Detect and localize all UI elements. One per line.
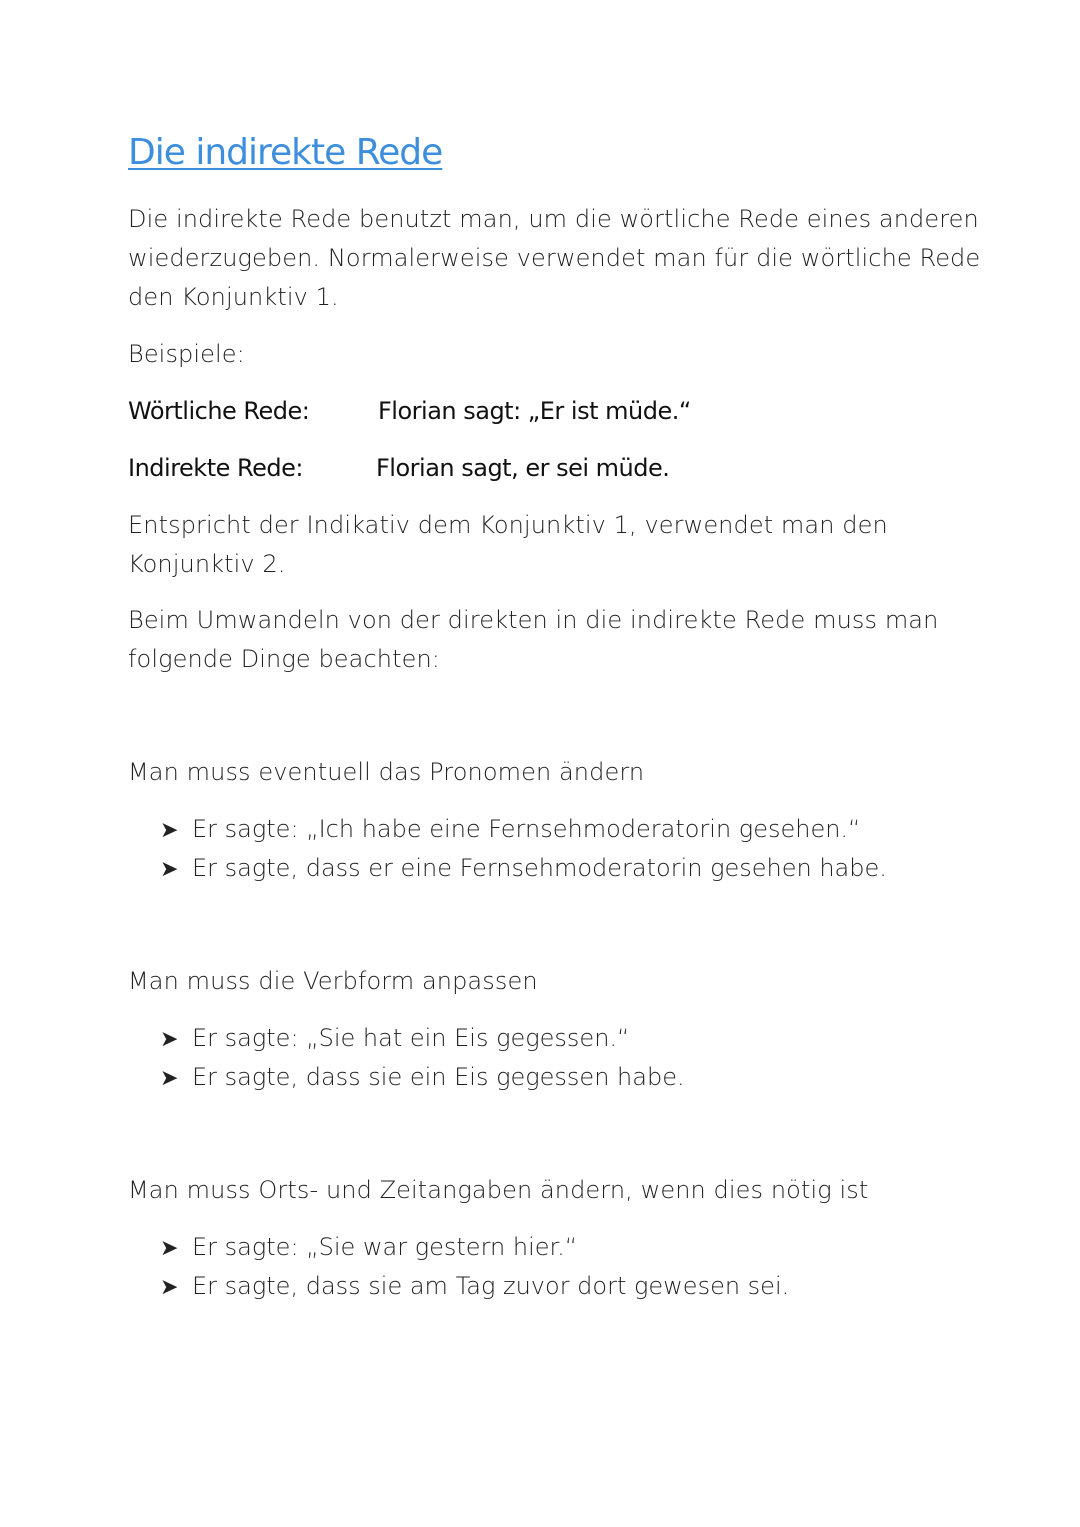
konjunktiv2-line-1: Entspricht der Indikativ dem Konjunktiv 1, verwendet man den: [128, 511, 888, 539]
example-text-indirect: Florian sagt, er sei müde.: [376, 454, 670, 482]
list-item-text: Er sagte: „Ich habe eine Fernsehmoderatorin gesehen.“: [192, 815, 861, 843]
list-item: [160, 1019, 629, 1059]
arrowhead-bullet-icon: ➤: [160, 1236, 179, 1261]
intro-line-3: den Konjunktiv 1.: [128, 283, 339, 311]
page-title: Die indirekte Rede: [128, 132, 443, 173]
intro-line-2: wiederzugeben. Normalerweise verwendet man für die wörtliche Rede: [128, 244, 981, 272]
arrowhead-bullet-icon: ➤: [160, 1027, 179, 1052]
list-item: [160, 810, 860, 850]
arrowhead-bullet-icon: ➤: [160, 857, 179, 882]
intro-line-1: Die indirekte Rede benutzt man, um die wörtliche Rede eines anderen: [128, 205, 979, 233]
umwandeln-line-1: Beim Umwandeln von der direkten in die indirekte Rede muss man: [128, 606, 939, 634]
list-item: [160, 849, 887, 889]
list-item: [160, 1267, 789, 1307]
list-item-text: Er sagte: „Sie war gestern hier.“: [192, 1233, 578, 1261]
rule-heading-ortsangaben: Man muss Orts- und Zeitangaben ändern, wenn dies nötig ist: [128, 1176, 869, 1204]
list-item: [160, 1228, 577, 1268]
list-item-text: Er sagte, dass er eine Fernsehmoderatorin gesehen habe.: [192, 854, 887, 882]
konjunktiv2-line-2: Konjunktiv 2.: [128, 550, 286, 578]
list-item-text: Er sagte, dass sie ein Eis gegessen habe.: [192, 1063, 685, 1091]
example-label-indirect: Indirekte Rede:: [128, 454, 303, 482]
examples-heading: Beispiele:: [128, 340, 245, 368]
list-item-text: Er sagte: „Sie hat ein Eis gegessen.“: [192, 1024, 630, 1052]
arrowhead-bullet-icon: ➤: [160, 1066, 179, 1091]
arrowhead-bullet-icon: ➤: [160, 1275, 179, 1300]
example-text-direct: Florian sagt: „Er ist müde.“: [378, 397, 691, 425]
umwandeln-line-2: folgende Dinge beachten:: [128, 645, 440, 673]
rule-heading-pronomen: Man muss eventuell das Pronomen ändern: [128, 758, 645, 786]
list-item-text: Er sagte, dass sie am Tag zuvor dort gewesen sei.: [192, 1272, 790, 1300]
example-label-direct: Wörtliche Rede:: [128, 397, 310, 425]
rule-heading-verbform: Man muss die Verbform anpassen: [128, 967, 538, 995]
list-item: [160, 1058, 685, 1098]
arrowhead-bullet-icon: ➤: [160, 818, 179, 843]
